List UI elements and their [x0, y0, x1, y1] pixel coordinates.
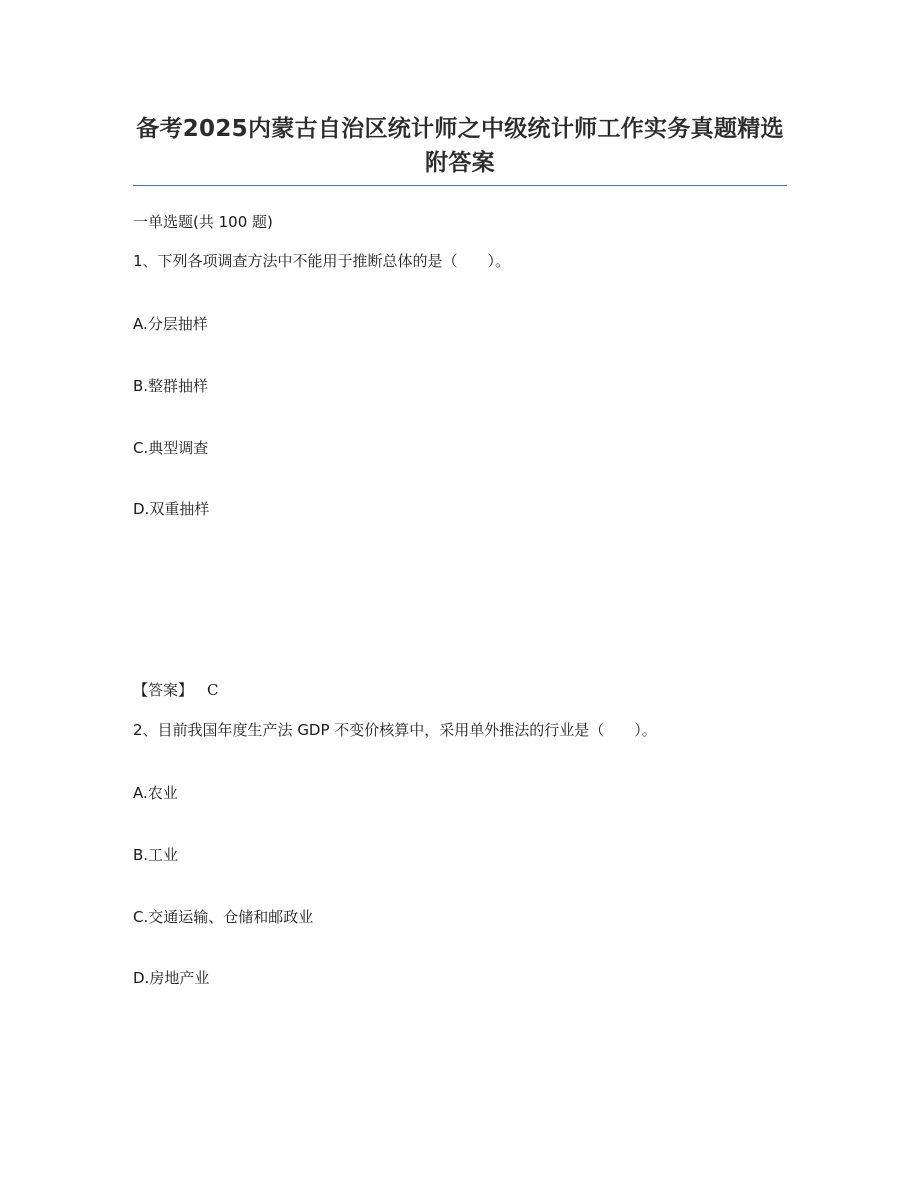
question-2-stem: 2、目前我国年度生产法 GDP 不变价核算中，采用单外推法的行业是（ ）。 [133, 721, 657, 739]
document-title: 备考2025内蒙古自治区统计师之中级统计师工作实务真题精选附答案 [136, 116, 784, 176]
answer-value: C [207, 681, 219, 699]
question-2-option-c: C.交通运输、仓储和邮政业 [133, 908, 314, 926]
question-1-option-c: C.典型调查 [133, 439, 209, 457]
question-1-answer [133, 679, 219, 701]
question-2-option-a: A.农业 [133, 784, 178, 802]
section-header: 一单选题(共 100 题) [133, 213, 273, 231]
question-1-option-d: D.双重抽样 [133, 500, 210, 518]
question-1-stem: 1、下列各项调查方法中不能用于推断总体的是（ ）。 [133, 252, 511, 270]
question-1-option-b: B.整群抽样 [133, 377, 209, 395]
question-2-option-b: B.工业 [133, 846, 179, 864]
title-divider [133, 185, 787, 186]
answer-label: 【答案】 [133, 681, 194, 699]
question-2-option-d: D.房地产业 [133, 969, 210, 987]
question-1-option-a: A.分层抽样 [133, 315, 208, 333]
